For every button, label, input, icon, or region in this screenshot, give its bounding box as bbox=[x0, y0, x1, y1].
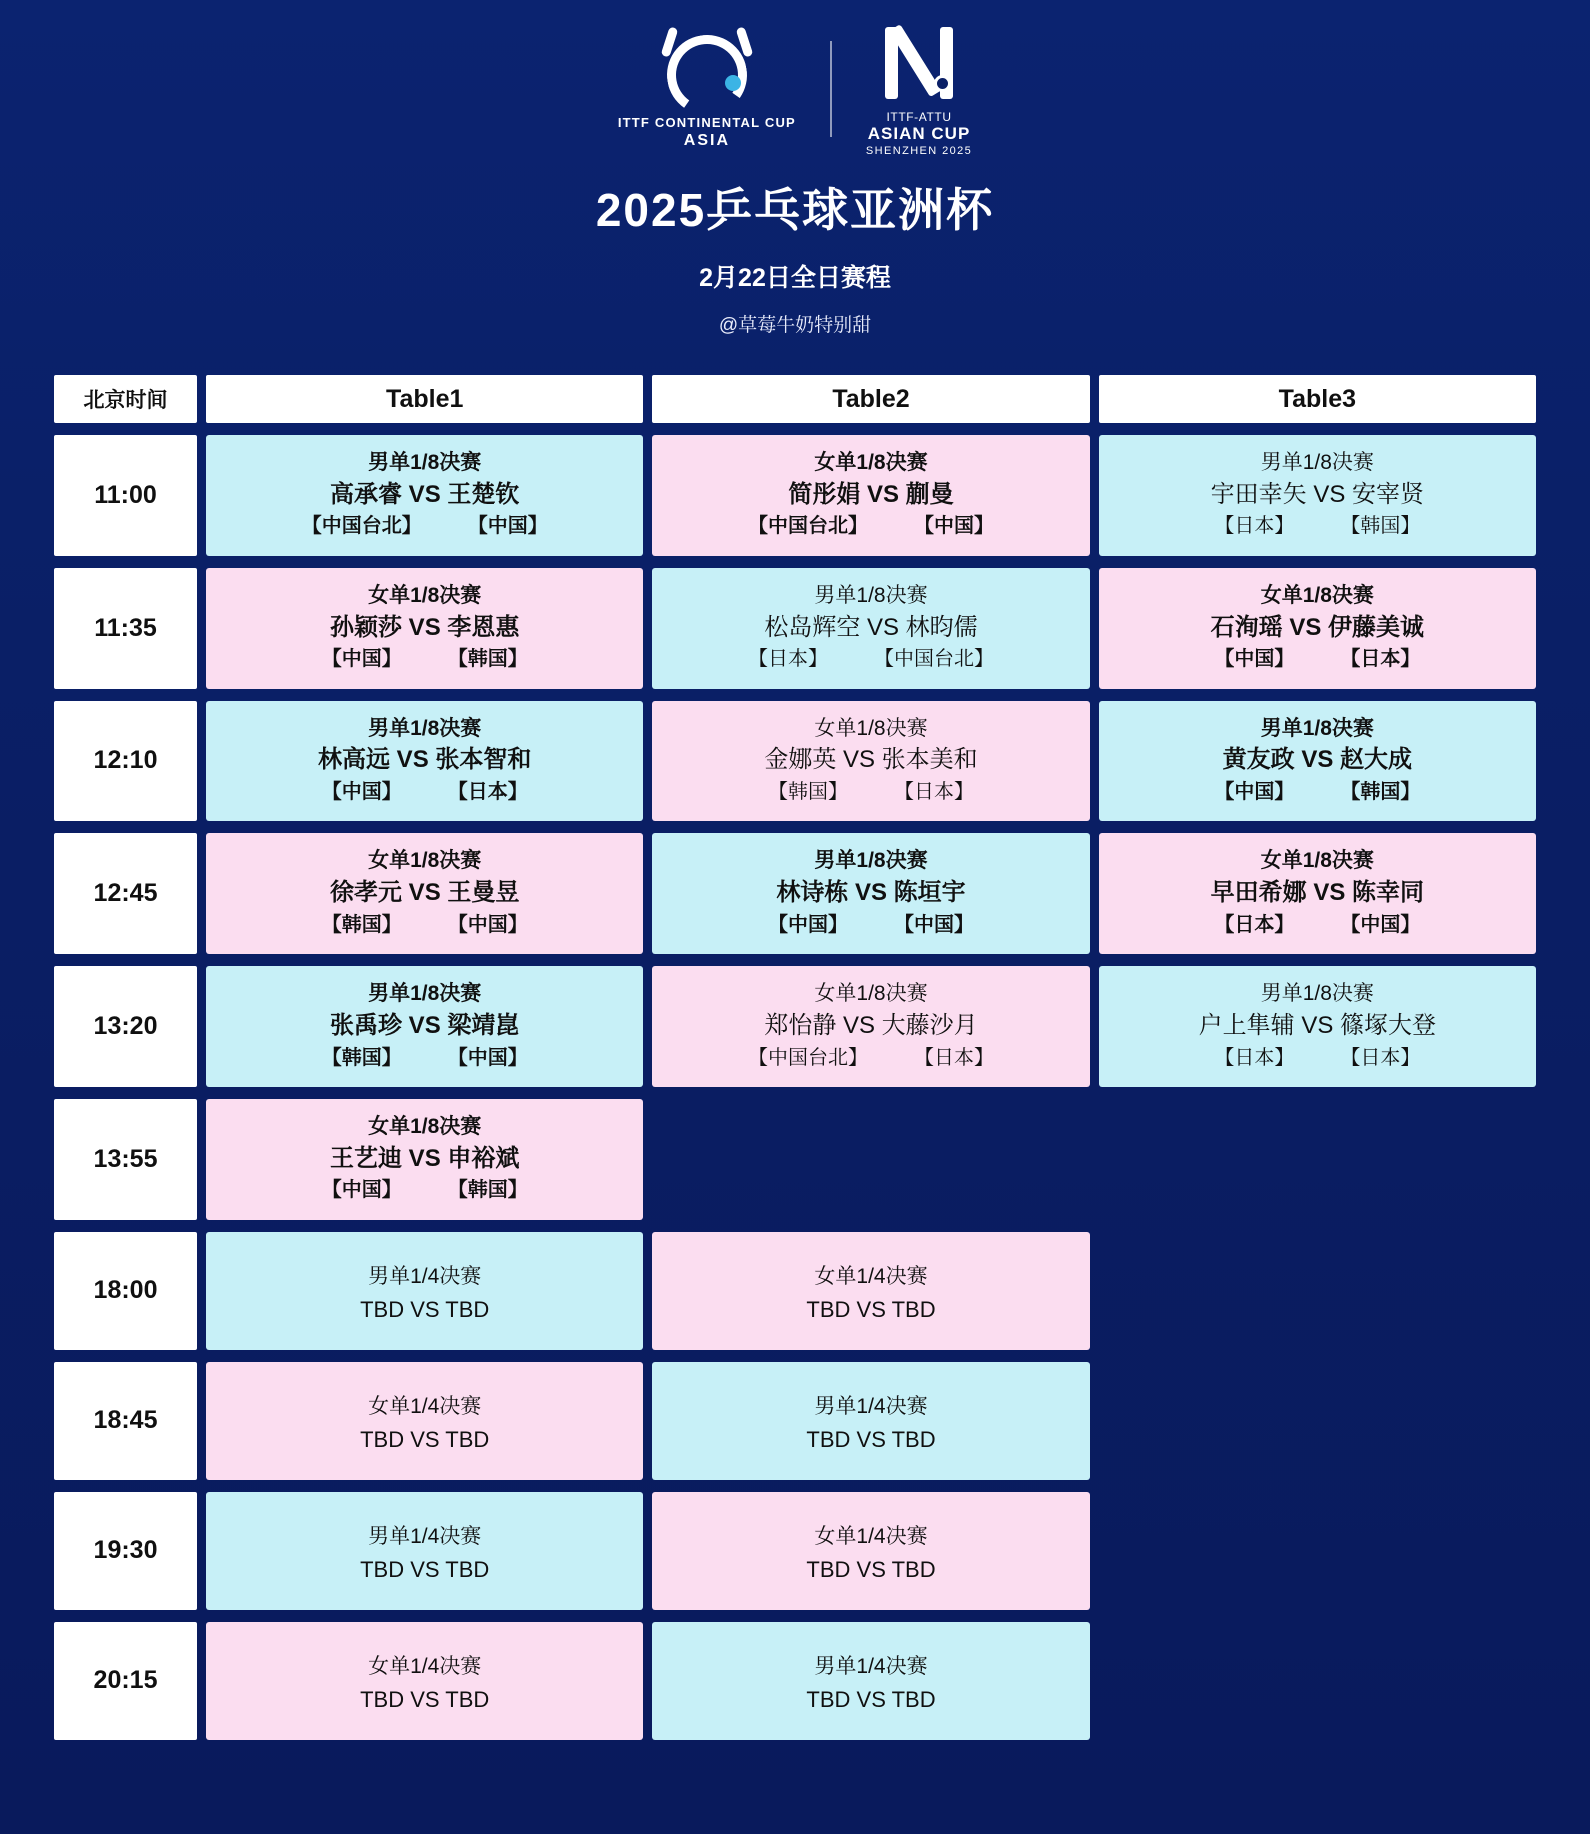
match-players: TBD VS TBD bbox=[806, 1297, 936, 1323]
credit-text: @草莓牛奶特别甜 bbox=[718, 315, 872, 336]
match-countries bbox=[214, 1045, 635, 1071]
match-cell[interactable] bbox=[652, 1362, 1089, 1480]
match-round: 女单1/8决赛 bbox=[814, 982, 928, 1006]
continental-cup-icon bbox=[653, 29, 761, 111]
match-cell[interactable] bbox=[1099, 568, 1536, 689]
match-cell-empty bbox=[1099, 1622, 1536, 1740]
match-countries bbox=[1107, 779, 1528, 805]
table-row bbox=[54, 1362, 1536, 1480]
match-round: 男单1/8决赛 bbox=[1260, 451, 1374, 474]
match-cell[interactable] bbox=[206, 1099, 643, 1220]
match-cell[interactable] bbox=[206, 1232, 643, 1350]
match-cell[interactable] bbox=[206, 1362, 643, 1480]
match-countries bbox=[660, 912, 1081, 938]
column-header-table2: Table2 bbox=[652, 375, 1089, 423]
country-left: 【中国台北】 bbox=[748, 1046, 869, 1069]
match-round: 女单1/8决赛 bbox=[814, 716, 928, 740]
match-players: 林诗栋 VS 陈垣宇 bbox=[776, 879, 966, 907]
match-cell[interactable] bbox=[652, 966, 1089, 1087]
country-right: 【韩国】 bbox=[447, 1179, 528, 1202]
match-cell-empty bbox=[1099, 1362, 1536, 1480]
match-cell[interactable] bbox=[652, 701, 1089, 822]
country-left: 【中国】 bbox=[321, 780, 402, 803]
country-left: 【中国】 bbox=[1214, 648, 1295, 671]
match-countries bbox=[660, 646, 1081, 672]
match-round: 男单1/8决赛 bbox=[368, 716, 482, 740]
time-cell: 11:35 bbox=[54, 568, 197, 689]
match-players: 金娜英 VS 张本美和 bbox=[764, 746, 978, 774]
logo-right-line3: SHENZHEN 2025 bbox=[865, 145, 973, 157]
country-left: 【日本】 bbox=[748, 648, 829, 671]
match-countries bbox=[1107, 646, 1528, 672]
country-right: 【日本】 bbox=[1340, 648, 1421, 671]
match-countries bbox=[660, 779, 1081, 805]
header-row bbox=[54, 375, 1536, 423]
country-right: 【韩国】 bbox=[447, 648, 528, 671]
country-right: 【中国】 bbox=[1340, 913, 1421, 936]
match-cell[interactable] bbox=[206, 1622, 643, 1740]
match-cell[interactable] bbox=[206, 1492, 643, 1610]
match-cell-empty bbox=[1099, 1099, 1536, 1220]
match-round: 男单1/4决赛 bbox=[368, 1525, 482, 1549]
country-left: 【中国】 bbox=[768, 913, 849, 936]
match-cell[interactable] bbox=[206, 701, 643, 822]
match-players: TBD VS TBD bbox=[806, 1557, 936, 1583]
match-players: TBD VS TBD bbox=[360, 1297, 490, 1323]
time-cell: 20:15 bbox=[54, 1622, 197, 1740]
match-round: 女单1/8决赛 bbox=[368, 849, 482, 873]
match-round: 男单1/8决赛 bbox=[368, 982, 482, 1006]
country-left: 【日本】 bbox=[1214, 515, 1295, 538]
country-right: 【中国台北】 bbox=[874, 648, 995, 671]
country-left: 【日本】 bbox=[1214, 1046, 1295, 1069]
table-row bbox=[54, 568, 1536, 689]
table-row bbox=[54, 1099, 1536, 1220]
time-cell: 13:20 bbox=[54, 966, 197, 1087]
country-left: 【中国】 bbox=[321, 1179, 402, 1202]
match-cell-empty bbox=[652, 1099, 1089, 1220]
poster-header bbox=[0, 0, 1590, 337]
ittf-continental-cup-asia-logo bbox=[618, 29, 796, 150]
match-players: 高承睿 VS 王楚钦 bbox=[330, 480, 520, 508]
match-players: 郑怡静 VS 大藤沙月 bbox=[764, 1011, 978, 1039]
country-right: 【日本】 bbox=[1340, 1046, 1421, 1069]
match-countries bbox=[214, 779, 635, 805]
country-right: 【韩国】 bbox=[1340, 780, 1421, 803]
match-cell[interactable] bbox=[206, 568, 643, 689]
match-round: 女单1/8决赛 bbox=[368, 1114, 482, 1138]
match-countries bbox=[214, 1177, 635, 1203]
match-round: 女单1/4决赛 bbox=[368, 1655, 482, 1679]
match-cell[interactable] bbox=[206, 833, 643, 954]
match-players: 孙颖莎 VS 李恩惠 bbox=[330, 613, 520, 641]
match-round: 男单1/4决赛 bbox=[814, 1655, 928, 1679]
table-row bbox=[54, 833, 1536, 954]
country-right: 【中国】 bbox=[447, 913, 528, 936]
table-row bbox=[54, 701, 1536, 822]
match-cell[interactable] bbox=[652, 1622, 1089, 1740]
match-cell[interactable] bbox=[206, 966, 643, 1087]
column-header-table1: Table1 bbox=[206, 375, 643, 423]
time-cell: 18:45 bbox=[54, 1362, 197, 1480]
match-round: 女单1/8决赛 bbox=[368, 583, 482, 607]
country-right: 【日本】 bbox=[894, 780, 975, 803]
match-players: 黄友政 VS 赵大成 bbox=[1222, 746, 1413, 774]
table-row bbox=[54, 1492, 1536, 1610]
match-round: 女单1/8决赛 bbox=[814, 451, 928, 474]
match-cell[interactable] bbox=[652, 833, 1089, 954]
logo-row bbox=[0, 14, 1590, 164]
match-players: 张禹珍 VS 梁靖崑 bbox=[330, 1011, 520, 1039]
table-body bbox=[54, 435, 1536, 1740]
match-countries bbox=[1107, 912, 1528, 938]
match-cell-empty bbox=[1099, 1492, 1536, 1610]
country-left: 【中国】 bbox=[321, 648, 402, 671]
table-row bbox=[54, 1622, 1536, 1740]
match-round: 男单1/8决赛 bbox=[814, 583, 928, 607]
match-players: 简彤娟 VS 蒯曼 bbox=[788, 480, 954, 508]
time-cell: 12:45 bbox=[54, 833, 197, 954]
asian-cup-shenzhen-logo bbox=[866, 21, 972, 157]
time-cell: 18:00 bbox=[54, 1232, 197, 1350]
column-header-table3: Table3 bbox=[1099, 375, 1536, 423]
match-countries bbox=[214, 912, 635, 938]
table-head bbox=[54, 375, 1536, 423]
match-cell[interactable] bbox=[652, 1492, 1089, 1610]
match-cell[interactable] bbox=[1099, 701, 1536, 822]
country-left: 【韩国】 bbox=[321, 913, 402, 936]
country-left: 【中国台北】 bbox=[301, 515, 422, 538]
country-right: 【日本】 bbox=[914, 1046, 995, 1069]
match-round: 女单1/8决赛 bbox=[1260, 849, 1374, 873]
asian-cup-icon bbox=[871, 21, 967, 107]
column-header-time: 北京时间 bbox=[54, 375, 197, 423]
schedule-table bbox=[45, 363, 1545, 1752]
match-cell[interactable] bbox=[1099, 833, 1536, 954]
match-cell[interactable] bbox=[652, 568, 1089, 689]
match-cell[interactable] bbox=[652, 435, 1089, 556]
match-players: 徐孝元 VS 王曼昱 bbox=[330, 879, 520, 907]
match-players: TBD VS TBD bbox=[360, 1557, 490, 1583]
match-players: TBD VS TBD bbox=[806, 1687, 936, 1713]
country-right: 【中国】 bbox=[467, 515, 548, 538]
page-subtitle: 2月22日全日赛程 bbox=[699, 264, 891, 292]
match-round: 男单1/4决赛 bbox=[368, 1265, 482, 1289]
logo-left-line1: ITTF CONTINENTAL CUP bbox=[617, 114, 796, 130]
match-round: 男单1/8决赛 bbox=[1260, 716, 1374, 740]
country-right: 【中国】 bbox=[914, 515, 995, 538]
match-round: 男单1/8决赛 bbox=[368, 451, 482, 474]
country-left: 【韩国】 bbox=[768, 780, 849, 803]
page-title: 2025乒乓球亚洲杯 bbox=[595, 184, 995, 236]
logo-divider bbox=[830, 41, 832, 137]
country-right: 【韩国】 bbox=[1340, 515, 1421, 538]
match-players: TBD VS TBD bbox=[360, 1687, 490, 1713]
table-row bbox=[54, 966, 1536, 1087]
match-players: 林高远 VS 张本智和 bbox=[318, 746, 532, 774]
match-countries bbox=[214, 513, 635, 539]
time-cell: 12:10 bbox=[54, 701, 197, 822]
match-players: 户上隼辅 VS 篠塚大登 bbox=[1198, 1011, 1437, 1039]
match-players: 宇田幸矢 VS 安宰贤 bbox=[1210, 480, 1425, 508]
match-cell[interactable] bbox=[206, 435, 643, 556]
match-countries bbox=[214, 646, 635, 672]
country-right: 【日本】 bbox=[447, 780, 528, 803]
match-cell[interactable] bbox=[1099, 966, 1536, 1087]
match-round: 男单1/8决赛 bbox=[814, 849, 928, 873]
country-right: 【中国】 bbox=[894, 913, 975, 936]
country-left: 【中国】 bbox=[1214, 780, 1295, 803]
match-round: 女单1/4决赛 bbox=[814, 1525, 928, 1549]
time-cell: 13:55 bbox=[54, 1099, 197, 1220]
match-round: 女单1/8决赛 bbox=[1260, 583, 1374, 607]
table-row bbox=[54, 435, 1536, 556]
match-round: 男单1/8决赛 bbox=[1260, 982, 1374, 1006]
match-round: 女单1/4决赛 bbox=[814, 1265, 928, 1289]
match-countries bbox=[1107, 513, 1528, 539]
match-countries bbox=[660, 513, 1081, 539]
match-cell-empty bbox=[1099, 1232, 1536, 1350]
match-players: 松岛辉空 VS 林昀儒 bbox=[764, 613, 978, 641]
match-players: 石洵瑶 VS 伊藤美诚 bbox=[1210, 613, 1425, 641]
match-cell[interactable] bbox=[652, 1232, 1089, 1350]
match-round: 男单1/4决赛 bbox=[814, 1395, 928, 1419]
match-players: TBD VS TBD bbox=[806, 1427, 936, 1453]
logo-right-line2: ASIAN CUP bbox=[867, 124, 971, 143]
logo-left-line2: ASIA bbox=[683, 131, 730, 149]
country-left: 【韩国】 bbox=[321, 1046, 402, 1069]
match-round: 女单1/4决赛 bbox=[368, 1395, 482, 1419]
match-players: 早田希娜 VS 陈幸同 bbox=[1210, 879, 1425, 907]
match-players: TBD VS TBD bbox=[360, 1427, 490, 1453]
country-right: 【中国】 bbox=[447, 1046, 528, 1069]
logo-right-line1: ITTF-ATTU bbox=[886, 110, 952, 124]
time-cell: 19:30 bbox=[54, 1492, 197, 1610]
table-row bbox=[54, 1232, 1536, 1350]
match-cell[interactable] bbox=[1099, 435, 1536, 556]
match-countries bbox=[660, 1045, 1081, 1071]
match-countries bbox=[1107, 1045, 1528, 1071]
country-left: 【日本】 bbox=[1214, 913, 1295, 936]
time-cell: 11:00 bbox=[54, 435, 197, 556]
match-players: 王艺迪 VS 申裕斌 bbox=[330, 1144, 520, 1172]
country-left: 【中国台北】 bbox=[748, 515, 869, 538]
